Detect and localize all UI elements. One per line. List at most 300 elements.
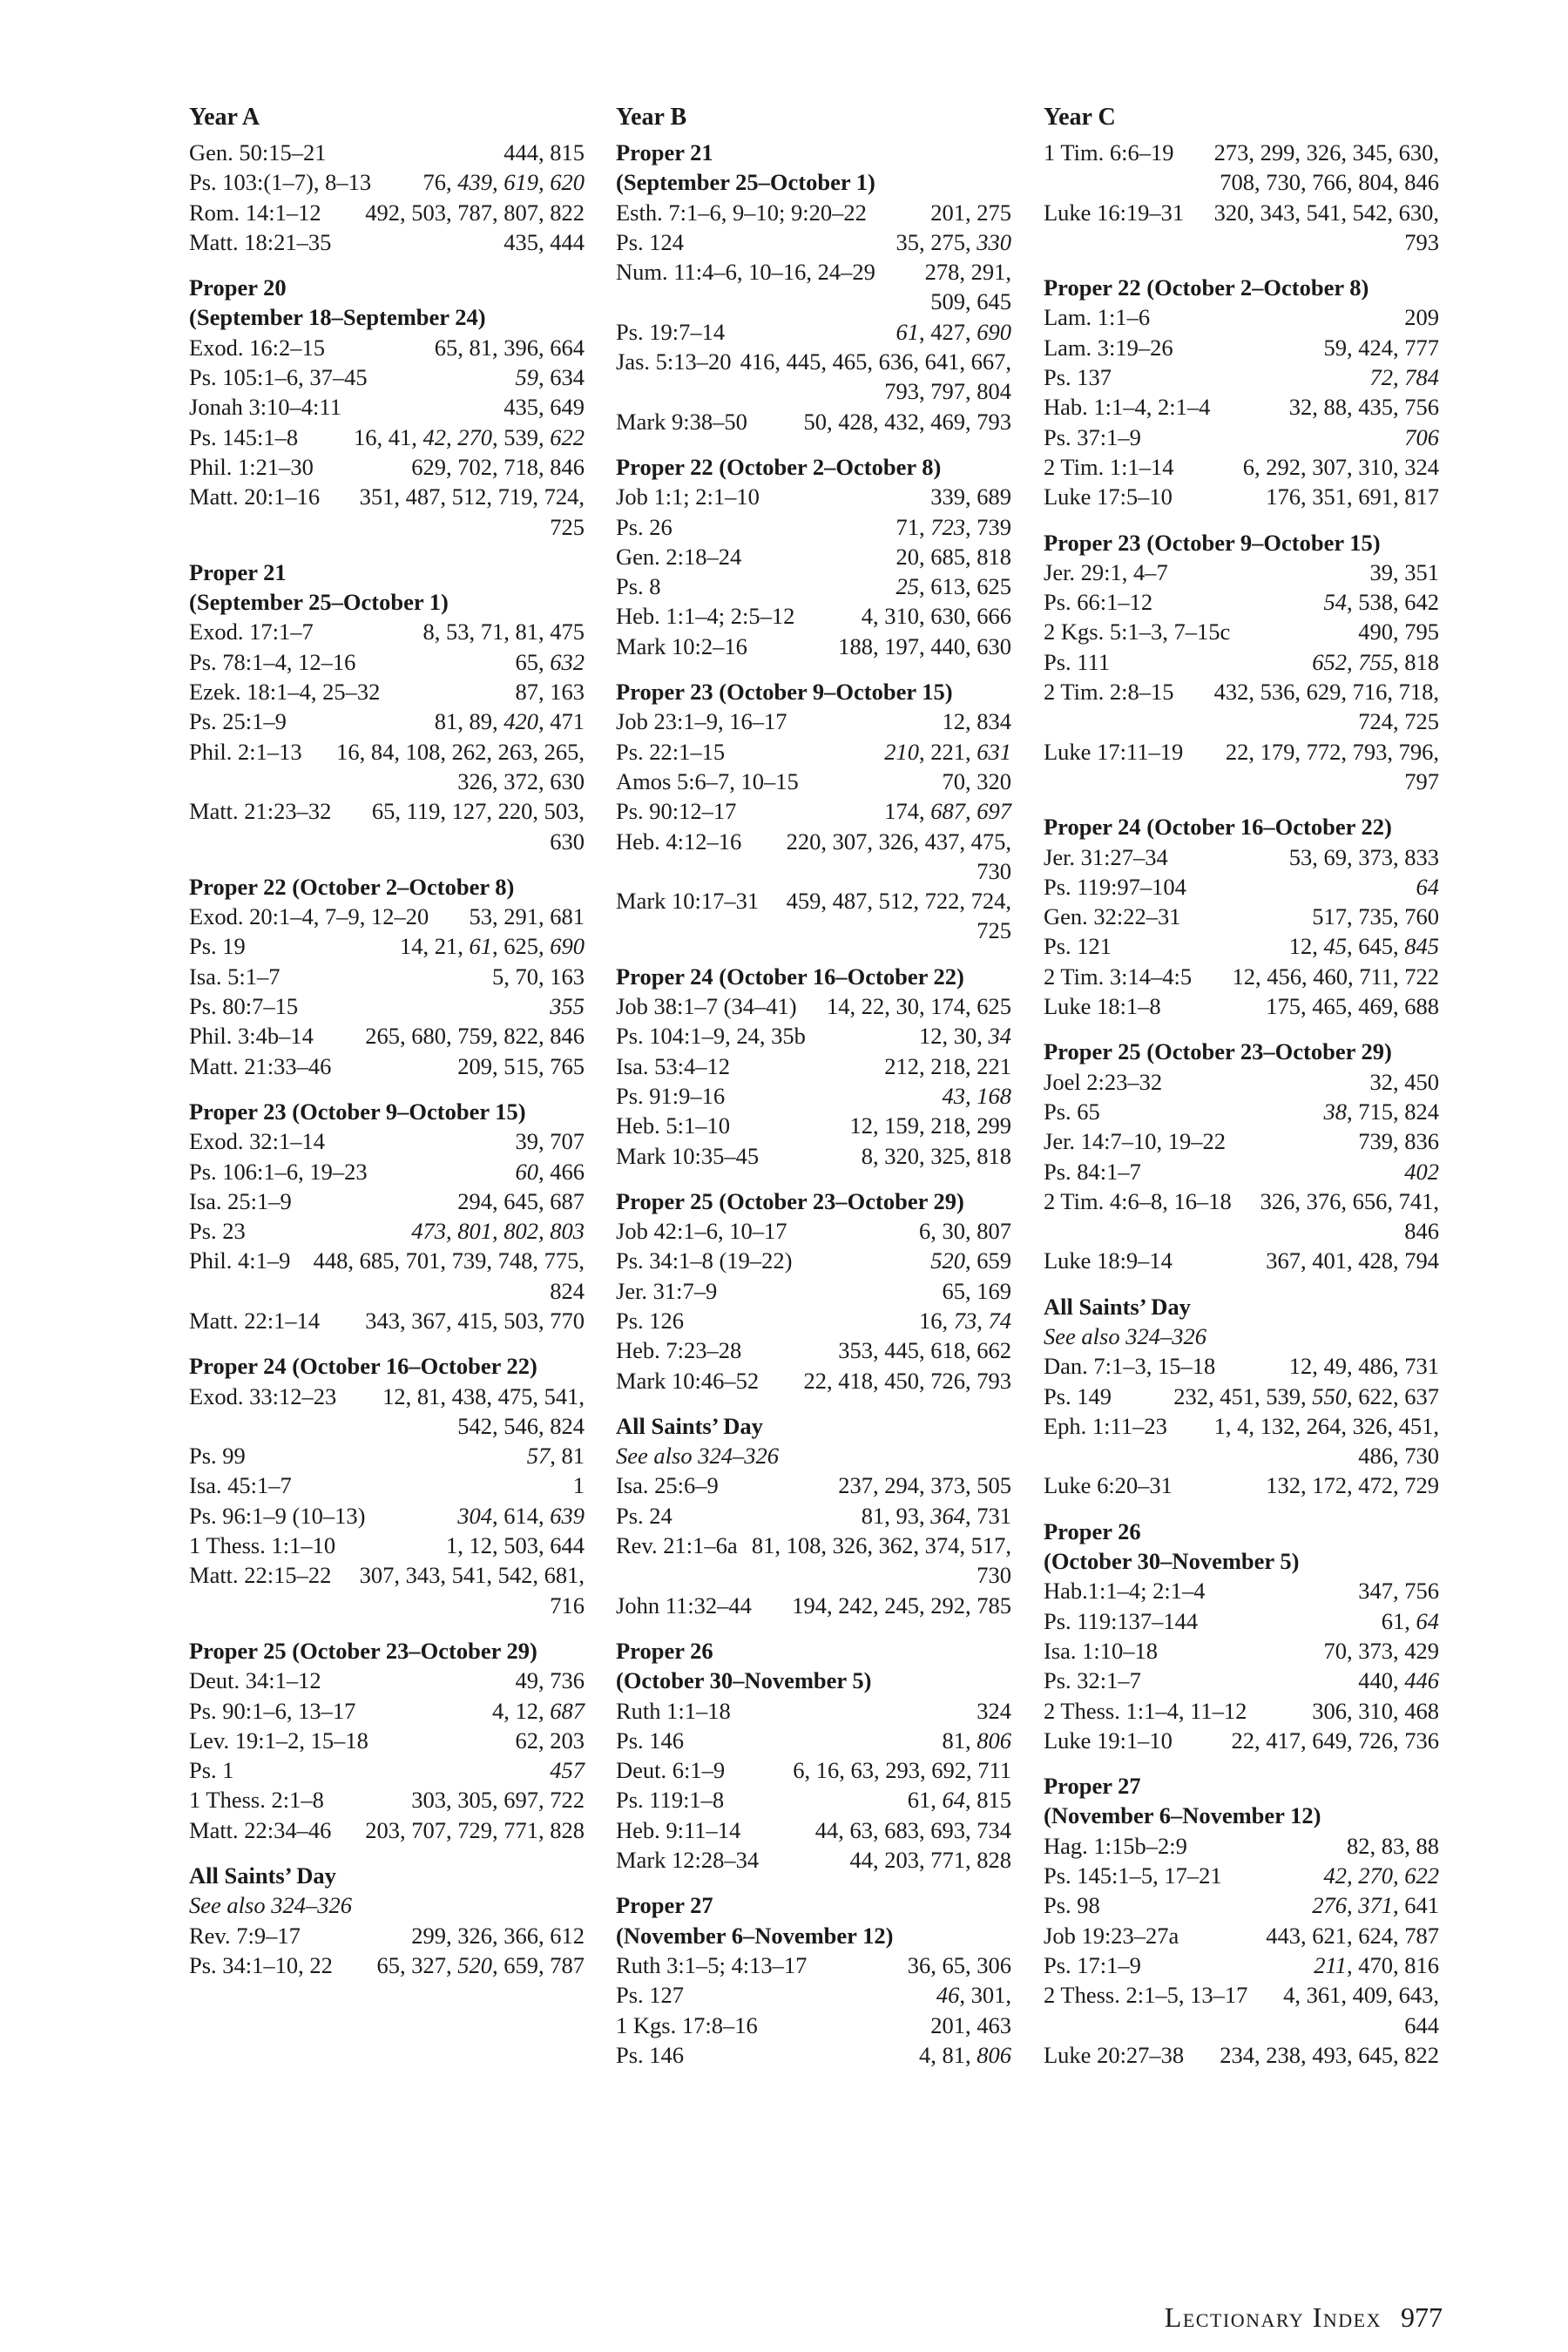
- hymn-numbers: 273, 299, 326, 345, 630, 708, 730, 766, 804, 846: [1213, 139, 1439, 196]
- reading-entry: [616, 1726, 1011, 1755]
- hymn-numbers: 343, 367, 415, 503, 770: [365, 1307, 585, 1334]
- scripture-reference: Ps. 66:1–12: [1044, 589, 1153, 616]
- scripture-reference: Deut. 34:1–12: [189, 1667, 321, 1694]
- reading-entry: [189, 1246, 585, 1306]
- hymn-numbers: 8, 53, 71, 81, 475: [422, 618, 585, 645]
- scripture-reference: Joel 2:23–32: [1044, 1068, 1163, 1095]
- lectionary-section: [1044, 1517, 1439, 1755]
- scripture-reference: Hag. 1:15b–2:9: [1044, 1832, 1187, 1859]
- reading-entry: [1044, 1861, 1439, 1890]
- hymn-numbers: 306, 310, 468: [1312, 1697, 1439, 1724]
- hymn-numbers: 473, 801, 802, 803: [411, 1218, 585, 1245]
- lectionary-section: [189, 1861, 585, 1980]
- reading-entry: [1044, 1186, 1439, 1247]
- reading-entry: [1044, 1950, 1439, 1980]
- hymn-numbers: 416, 445, 465, 636, 641, 667, 793, 797, 804: [740, 348, 1011, 405]
- hymn-numbers: 8, 320, 325, 818: [861, 1142, 1011, 1169]
- scripture-reference: Ps. 25:1–9: [189, 708, 287, 735]
- scripture-reference: Matt. 22:15–22: [189, 1562, 332, 1589]
- hymn-numbers: 61, 64, 815: [907, 1787, 1011, 1814]
- section-title: All Saints’ Day: [1044, 1293, 1191, 1320]
- reading-entry: [189, 1157, 585, 1186]
- reading-entry: [189, 902, 585, 931]
- scripture-reference: Ps. 96:1–9 (10–13): [189, 1502, 366, 1529]
- scripture-reference: Phil. 4:1–9: [189, 1247, 291, 1274]
- scripture-reference: Ps. 80:7–15: [189, 993, 299, 1020]
- reading-entry: [1044, 1382, 1439, 1411]
- reading-entry: [616, 1815, 1011, 1845]
- hymn-numbers: 61, 64: [1381, 1607, 1439, 1634]
- reading-entry: [189, 1501, 585, 1531]
- scripture-reference: Lam. 1:1–6: [1044, 304, 1151, 331]
- hymn-numbers: 65, 327, 520, 659, 787: [376, 1951, 585, 1978]
- reading-entry: [189, 677, 585, 706]
- scripture-reference: Isa. 45:1–7: [189, 1472, 292, 1499]
- reading-entry: [616, 1696, 1011, 1726]
- reading-entry: [189, 1696, 585, 1726]
- section-date-range: (September 18–September 24): [189, 304, 486, 331]
- hymn-numbers: 65, 81, 396, 664: [434, 334, 585, 361]
- reading-entry: [616, 1051, 1011, 1081]
- hymn-numbers: 5, 70, 163: [492, 963, 585, 990]
- reading-entry: [1044, 1921, 1439, 1950]
- reading-entry: [1044, 1726, 1439, 1755]
- scripture-reference: Job 23:1–9, 16–17: [616, 708, 787, 735]
- scripture-reference: Job 19:23–27a: [1044, 1922, 1179, 1949]
- reading-entry: [1044, 1696, 1439, 1726]
- lectionary-section: [1044, 138, 1439, 257]
- reading-entry: [1044, 617, 1439, 646]
- hymn-numbers: 4, 310, 630, 666: [861, 603, 1011, 630]
- reading-entry: [616, 1531, 1011, 1591]
- section-title: Proper 25 (October 23–October 29): [1044, 1038, 1392, 1065]
- scripture-reference: Ps. 24: [616, 1502, 672, 1529]
- scripture-reference: Luke 18:1–8: [1044, 993, 1161, 1020]
- section-title: Proper 21: [189, 558, 287, 585]
- reading-entry: [189, 1666, 585, 1695]
- scripture-reference: Ps. 98: [1044, 1892, 1100, 1919]
- scripture-reference: Rom. 14:1–12: [189, 199, 321, 226]
- hymn-numbers: 132, 172, 472, 729: [1266, 1472, 1439, 1499]
- reading-entry: [616, 767, 1011, 796]
- lectionary-section: [616, 1636, 1011, 1875]
- hymn-numbers: 209, 515, 765: [457, 1052, 585, 1079]
- scripture-reference: Phil. 3:4b–14: [189, 1023, 314, 1050]
- hymn-numbers: 520, 659: [930, 1247, 1011, 1274]
- reading-entry: [616, 407, 1011, 436]
- reading-entry: [616, 198, 1011, 227]
- hymn-numbers: 82, 83, 88: [1347, 1832, 1439, 1859]
- hymn-numbers: 61, 427, 690: [896, 318, 1011, 345]
- scripture-reference: Ruth 1:1–18: [616, 1697, 731, 1724]
- scripture-reference: Mark 10:35–45: [616, 1142, 760, 1169]
- hymn-numbers: 353, 445, 618, 662: [838, 1337, 1011, 1364]
- page-number: 977: [1401, 2301, 1443, 2333]
- lectionary-section: [616, 677, 1011, 946]
- reading-entry: [189, 931, 585, 961]
- section-title: Proper 27: [616, 1892, 713, 1919]
- hymn-numbers: 175, 465, 469, 688: [1266, 993, 1439, 1020]
- hymn-numbers: 174, 687, 697: [884, 798, 1011, 825]
- section-date-range: (October 30–November 5): [1044, 1548, 1300, 1575]
- section-date-range: (September 25–October 1): [616, 169, 875, 196]
- hymn-numbers: 4, 12, 687: [492, 1697, 585, 1724]
- reading-entry: [616, 1141, 1011, 1171]
- hymn-numbers: 347, 756: [1358, 1578, 1439, 1605]
- scripture-reference: Esth. 7:1–6, 9–10; 9:20–22: [616, 199, 867, 226]
- reading-entry: [189, 1306, 585, 1335]
- hymn-numbers: 39, 351: [1369, 558, 1439, 585]
- scripture-reference: Jer. 14:7–10, 19–22: [1044, 1128, 1227, 1155]
- reading-entry: [616, 2040, 1011, 2070]
- scripture-reference: Jonah 3:10–4:11: [189, 394, 341, 421]
- scripture-reference: Ps. 145:1–8: [189, 423, 299, 450]
- hymn-numbers: 652, 755, 818: [1312, 648, 1439, 675]
- hymn-numbers: 65, 119, 127, 220, 503, 630: [371, 798, 585, 855]
- lectionary-section: [1044, 1771, 1439, 2070]
- page-footer: [1085, 2300, 1443, 2335]
- scripture-reference: Mark 10:17–31: [616, 888, 760, 915]
- year-heading: Year B: [616, 104, 687, 131]
- hymn-numbers: 324: [977, 1697, 1011, 1724]
- reading-entry: [616, 737, 1011, 767]
- scripture-reference: Ps. 137: [1044, 364, 1112, 391]
- reading-entry: [616, 1755, 1011, 1785]
- scripture-reference: Isa. 25:6–9: [616, 1472, 719, 1499]
- scripture-reference: Exod. 20:1–4, 7–9, 12–20: [189, 903, 429, 930]
- hymn-numbers: 203, 707, 729, 771, 828: [365, 1816, 585, 1843]
- scripture-reference: Phil. 2:1–13: [189, 738, 302, 765]
- hymn-numbers: 57, 81: [526, 1443, 585, 1470]
- reading-entry: [616, 1335, 1011, 1365]
- scripture-reference: Ps. 126: [616, 1307, 685, 1334]
- section-note: See also 324–326: [189, 1892, 352, 1919]
- reading-entry: [189, 1216, 585, 1246]
- reading-entry: [1044, 1666, 1439, 1695]
- hymn-numbers: 367, 401, 428, 794: [1266, 1247, 1439, 1274]
- hymn-numbers: 201, 463: [930, 2011, 1011, 2038]
- reading-entry: [1044, 422, 1439, 452]
- hymn-numbers: 81, 108, 326, 362, 374, 517, 730: [751, 1532, 1011, 1589]
- reading-entry: [1044, 1157, 1439, 1186]
- hymn-numbers: 210, 221, 631: [884, 738, 1011, 765]
- reading-entry: [616, 796, 1011, 826]
- hymn-numbers: 39, 707: [515, 1128, 585, 1155]
- hymn-numbers: 444, 815: [504, 139, 585, 166]
- scripture-reference: Mark 10:46–52: [616, 1367, 760, 1394]
- reading-entry: [616, 542, 1011, 571]
- reading-entry: [1044, 198, 1439, 258]
- reading-entry: [189, 1726, 585, 1755]
- hymn-numbers: 81, 806: [942, 1727, 1011, 1754]
- section-title: Proper 21: [616, 139, 713, 166]
- reading-entry: [616, 1591, 1011, 1620]
- scripture-reference: Ps. 105:1–6, 37–45: [189, 364, 368, 391]
- scripture-reference: Exod. 17:1–7: [189, 618, 314, 645]
- reading-entry: [189, 1441, 585, 1470]
- scripture-reference: Ps. 19:7–14: [616, 318, 726, 345]
- running-title: Lectionary Index: [1164, 2301, 1382, 2333]
- scripture-reference: Deut. 6:1–9: [616, 1757, 726, 1784]
- hymn-numbers: 22, 179, 772, 793, 796, 797: [1225, 738, 1439, 794]
- scripture-reference: John 11:32–44: [616, 1592, 752, 1619]
- hymn-numbers: 435, 649: [504, 394, 585, 421]
- hymn-numbers: 36, 65, 306: [907, 1951, 1011, 1978]
- hymn-numbers: 278, 291, 509, 645: [924, 259, 1011, 315]
- reading-entry: [1044, 737, 1439, 797]
- section-title: Proper 23 (October 9–October 15): [1044, 529, 1381, 556]
- hymn-numbers: 65, 169: [942, 1277, 1011, 1304]
- scripture-reference: 2 Thess. 2:1–5, 13–17: [1044, 1982, 1248, 2009]
- hymn-numbers: 237, 294, 373, 505: [838, 1472, 1011, 1499]
- reading-entry: [616, 1366, 1011, 1396]
- hymn-numbers: 62, 203: [515, 1727, 585, 1754]
- reading-entry: [616, 1021, 1011, 1051]
- scripture-reference: Ps. 121: [1044, 933, 1112, 960]
- hymn-numbers: 459, 487, 512, 722, 724, 725: [786, 888, 1011, 944]
- lectionary-section: [616, 962, 1011, 1171]
- lectionary-section: [1044, 1292, 1439, 1501]
- reading-entry: [616, 991, 1011, 1021]
- scripture-reference: Ps. 37:1–9: [1044, 423, 1141, 450]
- reading-entry: [189, 1382, 585, 1442]
- reading-entry: [189, 1531, 585, 1560]
- lectionary-section: [616, 1411, 1011, 1620]
- scripture-reference: Matt. 22:34–46: [189, 1816, 332, 1843]
- hymn-numbers: 60, 466: [515, 1158, 585, 1185]
- scripture-reference: Luke 16:19–31: [1044, 199, 1185, 226]
- hymn-numbers: 14, 21, 61, 625, 690: [400, 933, 585, 960]
- reading-entry: [189, 1785, 585, 1815]
- scripture-reference: Mark 10:2–16: [616, 632, 747, 659]
- hymn-numbers: 22, 418, 450, 726, 793: [803, 1367, 1011, 1394]
- scripture-reference: Heb. 7:23–28: [616, 1337, 742, 1364]
- scripture-reference: Ps. 127: [616, 1982, 685, 2009]
- section-title: Proper 24 (October 16–October 22): [1044, 814, 1392, 841]
- scripture-reference: Ps. 146: [616, 1727, 685, 1754]
- scripture-reference: Matt. 18:21–35: [189, 228, 332, 255]
- hymn-numbers: 188, 197, 440, 630: [838, 632, 1011, 659]
- scripture-reference: Jas. 5:13–20: [616, 348, 732, 375]
- scripture-reference: Hab.1:1–4; 2:1–4: [1044, 1578, 1206, 1605]
- section-title: Proper 25 (October 23–October 29): [189, 1637, 537, 1664]
- reading-entry: [616, 227, 1011, 257]
- reading-entry: [1044, 872, 1439, 902]
- scripture-reference: Ezek. 18:1–4, 25–32: [189, 679, 381, 706]
- hymn-numbers: 6, 16, 63, 293, 692, 711: [793, 1757, 1011, 1784]
- lectionary-section: [616, 1890, 1011, 2070]
- reading-entry: [1044, 962, 1439, 991]
- scripture-reference: 1 Kgs. 17:8–16: [616, 2011, 758, 2038]
- scripture-reference: Job 42:1–6, 10–17: [616, 1218, 787, 1245]
- scripture-reference: Isa. 1:10–18: [1044, 1637, 1159, 1664]
- hymn-numbers: 59, 634: [515, 364, 585, 391]
- scripture-reference: Heb. 4:12–16: [616, 828, 742, 855]
- hymn-numbers: 53, 69, 373, 833: [1288, 843, 1439, 870]
- hymn-numbers: 16, 84, 108, 262, 263, 265, 326, 372, 630: [336, 738, 585, 794]
- reading-entry: [616, 1276, 1011, 1306]
- reading-entry: [616, 257, 1011, 317]
- hymn-numbers: 25, 613, 625: [896, 573, 1011, 600]
- hymn-numbers: 14, 22, 30, 174, 625: [827, 993, 1011, 1020]
- hymn-numbers: 49, 736: [515, 1667, 585, 1694]
- scripture-reference: Eph. 1:11–23: [1044, 1412, 1167, 1439]
- reading-entry: [189, 1021, 585, 1051]
- hymn-numbers: 212, 218, 221: [884, 1052, 1011, 1079]
- section-date-range: (November 6–November 12): [1044, 1802, 1321, 1829]
- reading-entry: [1044, 392, 1439, 422]
- lectionary-section: [1044, 273, 1439, 511]
- year-heading: Year C: [1044, 104, 1116, 131]
- scripture-reference: 2 Thess. 1:1–4, 11–12: [1044, 1697, 1247, 1724]
- scripture-reference: 1 Thess. 2:1–8: [189, 1787, 324, 1814]
- scripture-reference: Isa. 5:1–7: [189, 963, 280, 990]
- reading-entry: [1044, 587, 1439, 617]
- hymn-numbers: 265, 680, 759, 822, 846: [365, 1023, 585, 1050]
- scripture-reference: 2 Tim. 3:14–4:5: [1044, 963, 1193, 990]
- scripture-reference: Heb. 5:1–10: [616, 1112, 731, 1139]
- reading-entry: [1044, 931, 1439, 961]
- scripture-reference: Job 38:1–7 (34–41): [616, 993, 797, 1020]
- hymn-numbers: 44, 203, 771, 828: [849, 1847, 1011, 1874]
- scripture-reference: 1 Thess. 1:1–10: [189, 1532, 336, 1559]
- section-note: See also 324–326: [616, 1443, 779, 1470]
- hymn-numbers: 432, 536, 629, 716, 718, 724, 725: [1213, 679, 1439, 735]
- hymn-numbers: 70, 320: [942, 767, 1011, 794]
- reading-entry: [189, 1186, 585, 1216]
- hymn-numbers: 38, 715, 824: [1323, 1098, 1439, 1125]
- hymn-numbers: 46, 301,: [936, 1982, 1011, 2009]
- scripture-reference: Ruth 3:1–5; 4:13–17: [616, 1951, 808, 1978]
- reading-entry: [616, 1785, 1011, 1815]
- hymn-numbers: 12, 30, 34: [919, 1023, 1011, 1050]
- lectionary-section: [189, 558, 585, 856]
- scripture-reference: Jer. 29:1, 4–7: [1044, 558, 1168, 585]
- scripture-reference: Ps. 119:1–8: [616, 1787, 725, 1814]
- reading-entry: [616, 1081, 1011, 1111]
- hymn-numbers: 448, 685, 701, 739, 748, 775, 824: [313, 1247, 585, 1304]
- scripture-reference: Ps. 104:1–9, 24, 35b: [616, 1023, 806, 1050]
- scripture-reference: Jer. 31:27–34: [1044, 843, 1168, 870]
- hymn-numbers: 307, 343, 541, 542, 681, 716: [359, 1562, 585, 1619]
- scripture-reference: Rev. 21:1–6a: [616, 1532, 738, 1559]
- hymn-numbers: 16, 41, 42, 270, 539, 622: [354, 423, 585, 450]
- section-title: All Saints’ Day: [616, 1412, 763, 1439]
- section-title: Proper 24 (October 16–October 22): [189, 1353, 537, 1380]
- lectionary-section: [189, 138, 585, 257]
- scripture-reference: Ps. 1: [189, 1757, 234, 1784]
- reading-entry: [616, 2011, 1011, 2040]
- scripture-reference: Ps. 32:1–7: [1044, 1667, 1141, 1694]
- scripture-reference: Luke 6:20–31: [1044, 1472, 1173, 1499]
- reading-entry: [1044, 677, 1439, 737]
- reading-entry: [189, 991, 585, 1021]
- reading-entry: [1044, 558, 1439, 587]
- hymn-numbers: 42, 270, 622: [1323, 1862, 1439, 1889]
- section-title: Proper 22 (October 2–October 8): [1044, 274, 1369, 301]
- hymn-numbers: 32, 450: [1369, 1068, 1439, 1095]
- reading-entry: [1044, 1067, 1439, 1097]
- hymn-numbers: 72, 784: [1369, 364, 1439, 391]
- reading-entry: [1044, 842, 1439, 872]
- scripture-reference: Heb. 1:1–4; 2:5–12: [616, 603, 795, 630]
- hymn-numbers: 194, 242, 245, 292, 785: [792, 1592, 1011, 1619]
- scripture-reference: Amos 5:6–7, 10–15: [616, 767, 799, 794]
- hymn-numbers: 81, 93, 364, 731: [861, 1502, 1011, 1529]
- scripture-reference: Gen. 50:15–21: [189, 139, 327, 166]
- reading-entry: [616, 1306, 1011, 1335]
- hymn-numbers: 81, 89, 420, 471: [434, 708, 585, 735]
- scripture-reference: Exod. 33:12–23: [189, 1382, 337, 1409]
- hymn-numbers: 64: [1416, 873, 1439, 900]
- reading-entry: [189, 1950, 585, 1980]
- hymn-numbers: 443, 621, 624, 787: [1266, 1922, 1439, 1949]
- scripture-reference: Ps. 106:1–6, 19–23: [189, 1158, 368, 1185]
- hymn-numbers: 176, 351, 691, 817: [1266, 483, 1439, 510]
- hymn-numbers: 59, 424, 777: [1323, 334, 1439, 361]
- reading-entry: [189, 452, 585, 482]
- column-year-c: [1044, 103, 1439, 2070]
- scripture-reference: Ps. 22:1–15: [616, 738, 726, 765]
- section-date-range: (November 6–November 12): [616, 1922, 894, 1949]
- scripture-reference: Exod. 32:1–14: [189, 1128, 326, 1155]
- hymn-numbers: 43, 168: [942, 1082, 1011, 1109]
- hymn-numbers: 6, 292, 307, 310, 324: [1242, 453, 1439, 480]
- reading-entry: [189, 1921, 585, 1950]
- hymn-numbers: 706: [1404, 423, 1439, 450]
- hymn-numbers: 12, 159, 218, 299: [849, 1112, 1011, 1139]
- scripture-reference: Ps. 78:1–4, 12–16: [189, 648, 356, 675]
- hymn-numbers: 457: [550, 1757, 585, 1784]
- hymn-numbers: 76, 439, 619, 620: [422, 169, 585, 196]
- reading-entry: [189, 422, 585, 452]
- scripture-reference: Ps. 26: [616, 513, 672, 540]
- scripture-reference: Lev. 19:1–2, 15–18: [189, 1727, 368, 1754]
- scripture-reference: Mark 9:38–50: [616, 408, 747, 435]
- reading-entry: [1044, 302, 1439, 332]
- scripture-reference: Heb. 9:11–14: [616, 1816, 741, 1843]
- hymn-numbers: 303, 305, 697, 722: [411, 1787, 585, 1814]
- reading-entry: [189, 482, 585, 542]
- hymn-numbers: 32, 88, 435, 756: [1288, 394, 1439, 421]
- lectionary-section: [616, 452, 1011, 661]
- hymn-numbers: 53, 291, 681: [469, 903, 585, 930]
- reading-entry: [1044, 482, 1439, 511]
- reading-entry: [616, 1216, 1011, 1246]
- hymn-numbers: 739, 836: [1358, 1128, 1439, 1155]
- hymn-numbers: 490, 795: [1358, 618, 1439, 645]
- hymn-numbers: 351, 487, 512, 719, 724, 725: [359, 483, 585, 540]
- scripture-reference: Ps. 34:1–8 (19–22): [616, 1247, 793, 1274]
- section-title: All Saints’ Day: [189, 1862, 336, 1889]
- section-title: Proper 25 (October 23–October 29): [616, 1187, 964, 1214]
- lectionary-section: [616, 1186, 1011, 1396]
- reading-entry: [1044, 1411, 1439, 1471]
- hymn-numbers: 20, 685, 818: [896, 543, 1011, 570]
- hymn-numbers: 276, 371, 641: [1312, 1892, 1439, 1919]
- scripture-reference: Luke 18:9–14: [1044, 1247, 1173, 1274]
- lectionary-section: [189, 1636, 585, 1845]
- scripture-reference: Gen. 2:18–24: [616, 543, 742, 570]
- hymn-numbers: 35, 275, 330: [896, 228, 1011, 255]
- hymn-numbers: 299, 326, 366, 612: [411, 1922, 585, 1949]
- hymn-numbers: 12, 45, 645, 845: [1288, 933, 1439, 960]
- scripture-reference: Luke 17:11–19: [1044, 738, 1184, 765]
- hymn-numbers: 71, 723, 739: [896, 513, 1011, 540]
- hymn-numbers: 435, 444: [504, 228, 585, 255]
- scripture-reference: Lam. 3:19–26: [1044, 334, 1173, 361]
- scripture-reference: 2 Kgs. 5:1–3, 7–15c: [1044, 618, 1231, 645]
